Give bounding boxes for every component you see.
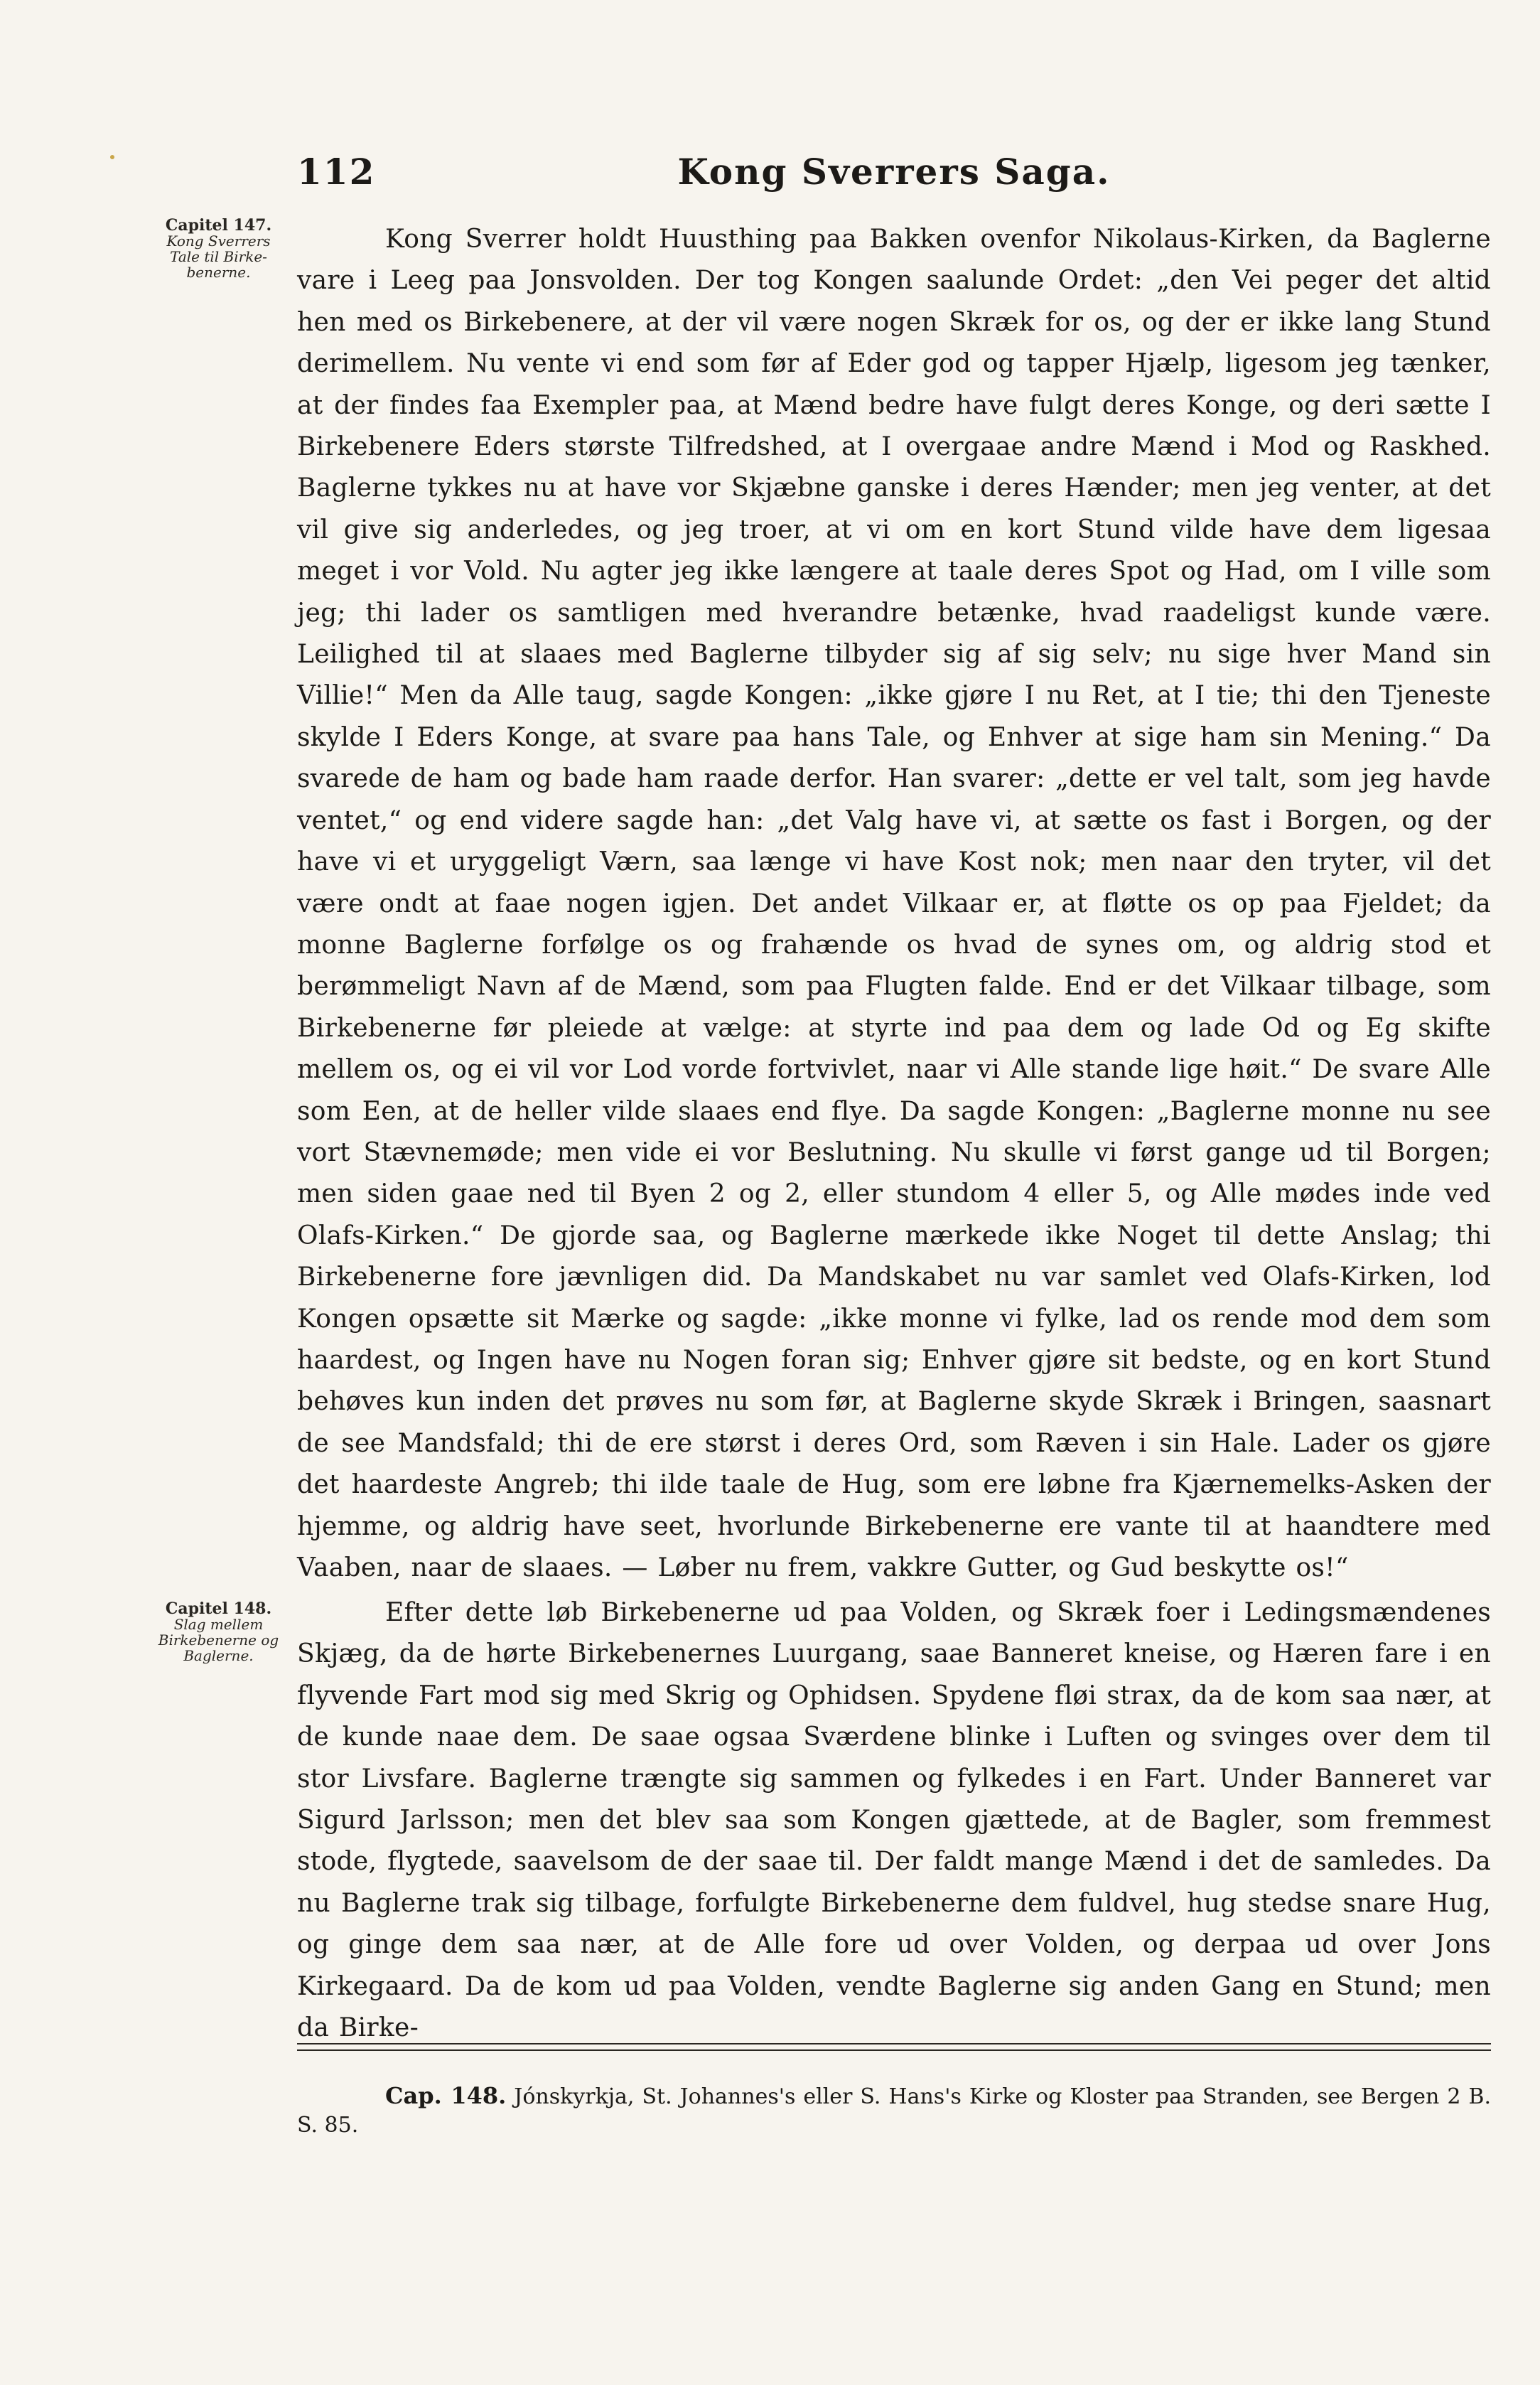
margin-note-line: Kong Sverrers xyxy=(166,232,271,250)
margin-note-chapter-147 xyxy=(146,218,291,280)
margin-note-line: Baglerne. xyxy=(183,1647,254,1664)
paragraph-chapter-147: Kong Sverrer holdt Huusthing paa Bakken ovenfor Nikolaus-Kirken, da Baglerne vare i Leeg paa Jonsvolden. Der tog Kongen saalunde Ordet: „den Vei peger det altid hen med os Birkebenere, at der vil være nogen Skræk for os, og der er ikke lang Stund derimellem. Nu vente vi end som før af Eder god og tapper Hjælp, ligesom jeg tænker, at der findes faa Exempler paa, at Mænd bedre have fulgt deres Konge, og deri sætte I Birkebenere Eders største Tilfredshed, at I overgaae andre Mænd i Mod og Raskhed. Baglerne tykkes nu at have vor Skjæbne ganske i deres Hænder; men jeg venter, at det vil give sig anderledes, og jeg troer, at vi om en kort Stund vilde have dem ligesaa meget i vor Vold. Nu agter jeg ikke længere at taale deres Spot og Had, om I ville som jeg; thi lader os samtligen med hverandre betænke, hvad raadeligst kunde være. Leilighed til at slaaes med Baglerne tilbyder sig af sig selv; nu sige hver Mand sin Villie!“ Men da Alle taug, sagde Kongen: „ikke gjøre I nu Ret, at I tie; thi den Tjeneste skylde I Eders Konge, at svare paa hans Tale, og Enhver at sige ham sin Mening.“ Da svarede de ham og bade ham raade derfor. Han svarer: „dette er vel talt, som jeg havde ventet,“ og end videre sagde han: „det Valg have vi, at sætte os fast i Borgen, og der have vi et uryggeligt Værn, saa længe vi have Kost nok; men naar den tryter, vil det være ondt at faae nogen igjen. Det andet Vilkaar er, at fløtte os op paa Fjeldet; da monne Baglerne forfølge os og frahænde os hvad de synes om, og aldrig stod et berømmeligt Navn af de Mænd, som paa Flugten falde. End er det Vilkaar tilbage, som Birkebenerne før pleiede at vælge: at styrte ind paa dem og lade Od og Eg skifte mellem os, og ei vil vor Lod vorde fortvivlet, naar vi Alle stande lige høit.“ De svare Alle som Een, at de heller vilde slaaes end flye. Da sagde Kongen: „Baglerne monne nu see vort Stævnemøde; men vide ei vor Beslutning. Nu skulle vi først gange ud til Borgen; men siden gaae ned til Byen 2 og 2, eller stundom 4 eller 5, og Alle mødes inde ved Olafs-Kirken.“ De gjorde saa, og Baglerne mærkede ikke Noget til dette Anslag; thi Birkebenerne fore jævnligen did. Da Mandskabet nu var samlet ved Olafs-Kirken, lod Kongen opsætte sit Mærke og sagde: „ikke monne vi fylke, lad os rende mod dem som haardest, og Ingen have nu Nogen foran sig; Enhver gjøre sit bedste, og en kort Stund behøves kun inden det prøves nu som før, at Baglerne skyde Skræk i Bringen, saasnart de see Mandsfald; thi de ere størst i deres Ord, som Ræven i sin Hale. Lader os gjøre det haardeste Angreb; thi ilde taale de Hug, som ere løbne fra Kjærnemelks-Asken der hjemme, og aldrig have seet, hvorlunde Birkebenerne ere vante til at haandtere med Vaaben, naar de slaaes. — Løber nu frem, vakkre Gutter, og Gud beskytte os!“ xyxy=(297,225,1491,1582)
paper-speck xyxy=(110,155,114,159)
running-title: Kong Sverrers Saga. xyxy=(677,151,1111,193)
body-text xyxy=(297,219,1491,1589)
footnote-separator xyxy=(297,2043,1491,2051)
footnote-text: Jónskyrkja, St. Johannes's eller S. Hans's Kirke og Kloster paa Stranden, see Bergen 2 B. S. 85. xyxy=(297,2084,1492,2138)
margin-note-line: Birkebenerne og xyxy=(158,1631,279,1649)
body-text-chapter-148 xyxy=(297,1592,1491,2049)
margin-note-line: Tale til Birke- xyxy=(170,248,267,265)
page-number: 112 xyxy=(297,151,376,193)
chapter-label: Capitel 148. xyxy=(165,1599,272,1618)
chapter-label: Capitel 147. xyxy=(165,216,272,235)
footnote xyxy=(297,2081,1491,2140)
footnote-label: Cap. 148. xyxy=(385,2082,507,2109)
margin-note-chapter-148 xyxy=(146,1601,291,1663)
margin-note-line: Slag mellem xyxy=(173,1616,264,1633)
margin-note-line: benerne. xyxy=(186,264,251,281)
page-header xyxy=(297,151,1491,193)
paragraph-chapter-148: Efter dette løb Birkebenerne ud paa Volden, og Skræk foer i Ledingsmændenes Skjæg, da de hørte Birkebenernes Luurgang, saae Banneret kneise, og Hæren fare i en flyvende Fart mod sig med Skrig og Ophidsen. Spydene fløi strax, da de kom saa nær, at de kunde naae dem. De saae ogsaa Sværdene blinke i Luften og svinges over dem til stor Livsfare. Baglerne trængte sig sammen og fylkedes i en Fart. Under Banneret var Sigurd Jarlsson; men det blev saa som Kongen gjættede, at de Bagler, som fremmest stode, flygtede, saavelsom de der saae til. Der faldt mange Mænd i det de samledes. Da nu Baglerne trak sig tilbage, forfulgte Birkebenerne dem fuldvel, hug stedse snare Hug, og ginge dem saa nær, at de Alle fore ud over Volden, og derpaa ud over Jons Kirkegaard. Da de kom ud paa Volden, vendte Baglerne sig anden Gang en Stund; men da Birke- xyxy=(297,1598,1491,2043)
